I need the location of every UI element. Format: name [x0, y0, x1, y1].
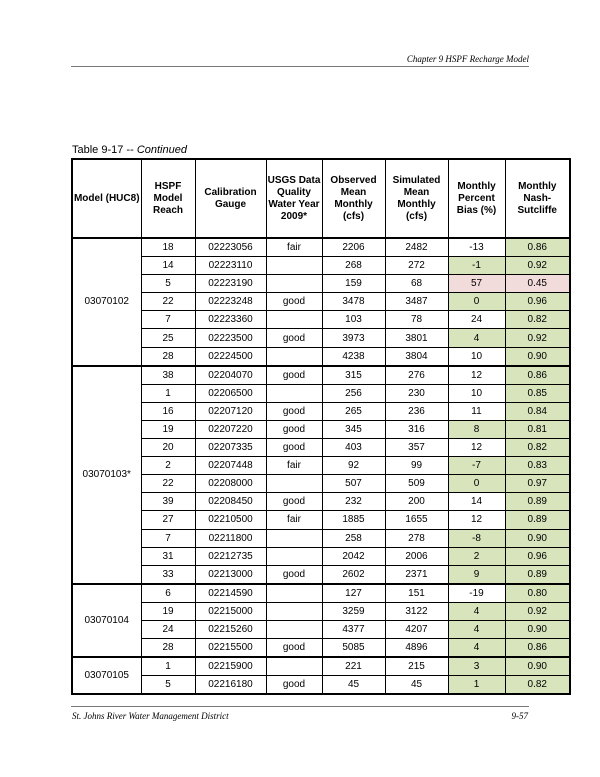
nash-cell: 0.86 — [505, 238, 570, 257]
nash-cell: 0.80 — [505, 584, 570, 603]
bias-cell: 4 — [448, 639, 505, 658]
bias-cell: 4 — [448, 602, 505, 620]
table-group — [72, 366, 570, 584]
table-row — [72, 620, 570, 638]
bias-cell: 11 — [448, 402, 505, 420]
quality-cell: good — [266, 293, 322, 311]
reach-cell: 25 — [141, 329, 195, 347]
table-row — [72, 347, 570, 366]
nash-cell: 0.89 — [505, 565, 570, 584]
reach-cell: 27 — [141, 511, 195, 529]
observed-cell: 3478 — [322, 293, 385, 311]
gauge-cell: 02207220 — [195, 420, 266, 438]
reach-cell: 24 — [141, 620, 195, 638]
model-huc8-cell: 03070104 — [72, 584, 141, 657]
column-header: HSPF Model Reach — [141, 159, 195, 238]
header-rule — [71, 66, 529, 67]
observed-cell: 159 — [322, 275, 385, 293]
page-header: Chapter 9 HSPF Recharge Model — [406, 54, 529, 64]
nash-cell: 0.86 — [505, 366, 570, 385]
gauge-cell: 02204070 — [195, 366, 266, 385]
nash-cell: 0.96 — [505, 293, 570, 311]
caption-label: Table 9-17 -- — [72, 144, 137, 156]
reach-cell: 39 — [141, 493, 195, 511]
reach-cell: 2 — [141, 457, 195, 475]
reach-cell: 6 — [141, 584, 195, 603]
bias-cell: -8 — [448, 529, 505, 547]
reach-cell: 7 — [141, 529, 195, 547]
page-number: 9-57 — [511, 711, 528, 721]
quality-cell: good — [266, 676, 322, 695]
nash-cell: 0.90 — [505, 657, 570, 676]
bias-cell: 10 — [448, 384, 505, 402]
simulated-cell: 3801 — [385, 329, 448, 347]
gauge-cell: 02214590 — [195, 584, 266, 603]
reach-cell: 5 — [141, 275, 195, 293]
model-huc8-cell: 03070105 — [72, 657, 141, 694]
simulated-cell: 200 — [385, 493, 448, 511]
quality-cell — [266, 584, 322, 603]
table-row — [72, 293, 570, 311]
quality-cell: good — [266, 639, 322, 658]
simulated-cell: 3487 — [385, 293, 448, 311]
gauge-cell: 02215260 — [195, 620, 266, 638]
gauge-cell: 02215900 — [195, 657, 266, 676]
footer-rule — [71, 706, 529, 707]
quality-cell — [266, 602, 322, 620]
quality-cell — [266, 547, 322, 565]
simulated-cell: 272 — [385, 257, 448, 275]
bias-cell: 24 — [448, 311, 505, 329]
quality-cell: fair — [266, 238, 322, 257]
observed-cell: 45 — [322, 676, 385, 695]
quality-cell: fair — [266, 511, 322, 529]
reach-cell: 28 — [141, 639, 195, 658]
nash-cell: 0.82 — [505, 676, 570, 695]
reach-cell: 22 — [141, 293, 195, 311]
gauge-cell: 02210500 — [195, 511, 266, 529]
gauge-cell: 02223248 — [195, 293, 266, 311]
nash-cell: 0.84 — [505, 402, 570, 420]
observed-cell: 265 — [322, 402, 385, 420]
reach-cell: 5 — [141, 676, 195, 695]
gauge-cell: 02206500 — [195, 384, 266, 402]
table-caption — [72, 144, 187, 156]
table-row — [72, 311, 570, 329]
nash-cell: 0.92 — [505, 602, 570, 620]
simulated-cell: 3804 — [385, 347, 448, 366]
reach-cell: 38 — [141, 366, 195, 385]
gauge-cell: 02223056 — [195, 238, 266, 257]
gauge-cell: 02212735 — [195, 547, 266, 565]
quality-cell: good — [266, 565, 322, 584]
table-row — [72, 439, 570, 457]
gauge-cell: 02208000 — [195, 475, 266, 493]
observed-cell: 345 — [322, 420, 385, 438]
bias-cell: 8 — [448, 420, 505, 438]
caption-continued: Continued — [136, 144, 187, 156]
gauge-cell: 02207335 — [195, 439, 266, 457]
footer-organization: St. Johns River Water Management District — [72, 711, 229, 721]
simulated-cell: 2371 — [385, 565, 448, 584]
gauge-cell: 02215500 — [195, 639, 266, 658]
bias-cell: 0 — [448, 293, 505, 311]
quality-cell: good — [266, 420, 322, 438]
quality-cell — [266, 311, 322, 329]
table-row — [72, 657, 570, 676]
observed-cell: 3259 — [322, 602, 385, 620]
bias-cell: 10 — [448, 347, 505, 366]
simulated-cell: 151 — [385, 584, 448, 603]
observed-cell: 507 — [322, 475, 385, 493]
observed-cell: 4238 — [322, 347, 385, 366]
nash-cell: 0.97 — [505, 475, 570, 493]
nash-cell: 0.83 — [505, 457, 570, 475]
nash-cell: 0.92 — [505, 329, 570, 347]
observed-cell: 268 — [322, 257, 385, 275]
reach-cell: 16 — [141, 402, 195, 420]
simulated-cell: 2006 — [385, 547, 448, 565]
observed-cell: 5085 — [322, 639, 385, 658]
reach-cell: 20 — [141, 439, 195, 457]
observed-cell: 221 — [322, 657, 385, 676]
gauge-cell: 02211800 — [195, 529, 266, 547]
calibration-table — [71, 158, 571, 695]
table-row — [72, 257, 570, 275]
observed-cell: 403 — [322, 439, 385, 457]
bias-cell: 14 — [448, 493, 505, 511]
observed-cell: 256 — [322, 384, 385, 402]
simulated-cell: 316 — [385, 420, 448, 438]
bias-cell: 2 — [448, 547, 505, 565]
simulated-cell: 68 — [385, 275, 448, 293]
gauge-cell: 02216180 — [195, 676, 266, 695]
observed-cell: 127 — [322, 584, 385, 603]
simulated-cell: 357 — [385, 439, 448, 457]
bias-cell: -1 — [448, 257, 505, 275]
table-row — [72, 493, 570, 511]
table-row — [72, 511, 570, 529]
gauge-cell: 02213000 — [195, 565, 266, 584]
quality-cell: good — [266, 366, 322, 385]
table-group — [72, 657, 570, 694]
observed-cell: 103 — [322, 311, 385, 329]
nash-cell: 0.45 — [505, 275, 570, 293]
nash-cell: 0.96 — [505, 547, 570, 565]
table-row — [72, 275, 570, 293]
reach-cell: 22 — [141, 475, 195, 493]
nash-cell: 0.82 — [505, 311, 570, 329]
reach-cell: 31 — [141, 547, 195, 565]
reach-cell: 33 — [141, 565, 195, 584]
nash-cell: 0.90 — [505, 529, 570, 547]
observed-cell: 258 — [322, 529, 385, 547]
simulated-cell: 509 — [385, 475, 448, 493]
bias-cell: 4 — [448, 620, 505, 638]
observed-cell: 2206 — [322, 238, 385, 257]
simulated-cell: 278 — [385, 529, 448, 547]
column-header: USGS Data Quality Water Year 2009* — [266, 159, 322, 238]
quality-cell — [266, 347, 322, 366]
model-huc8-cell: 03070102 — [72, 238, 141, 366]
nash-cell: 0.90 — [505, 620, 570, 638]
simulated-cell: 3122 — [385, 602, 448, 620]
quality-cell: good — [266, 329, 322, 347]
column-header: Simulated Mean Monthly (cfs) — [385, 159, 448, 238]
nash-cell: 0.85 — [505, 384, 570, 402]
simulated-cell: 4207 — [385, 620, 448, 638]
table-row — [72, 475, 570, 493]
quality-cell — [266, 384, 322, 402]
column-header: Monthly Percent Bias (%) — [448, 159, 505, 238]
table-row — [72, 584, 570, 603]
simulated-cell: 45 — [385, 676, 448, 695]
bias-cell: 12 — [448, 511, 505, 529]
table-row — [72, 457, 570, 475]
table-row — [72, 366, 570, 385]
observed-cell: 2602 — [322, 565, 385, 584]
simulated-cell: 215 — [385, 657, 448, 676]
observed-cell: 3973 — [322, 329, 385, 347]
model-huc8-cell: 03070103* — [72, 366, 141, 584]
simulated-cell: 230 — [385, 384, 448, 402]
table-row — [72, 547, 570, 565]
nash-cell: 0.86 — [505, 639, 570, 658]
gauge-cell: 02207448 — [195, 457, 266, 475]
table-row — [72, 565, 570, 584]
simulated-cell: 276 — [385, 366, 448, 385]
reach-cell: 19 — [141, 420, 195, 438]
quality-cell: good — [266, 493, 322, 511]
gauge-cell: 02223190 — [195, 275, 266, 293]
bias-cell: -13 — [448, 238, 505, 257]
bias-cell: 9 — [448, 565, 505, 584]
simulated-cell: 99 — [385, 457, 448, 475]
nash-cell: 0.92 — [505, 257, 570, 275]
table-row — [72, 420, 570, 438]
quality-cell — [266, 275, 322, 293]
table-row — [72, 384, 570, 402]
quality-cell: good — [266, 402, 322, 420]
table-row — [72, 238, 570, 257]
bias-cell: 4 — [448, 329, 505, 347]
quality-cell — [266, 257, 322, 275]
reach-cell: 14 — [141, 257, 195, 275]
nash-cell: 0.90 — [505, 347, 570, 366]
observed-cell: 92 — [322, 457, 385, 475]
reach-cell: 1 — [141, 657, 195, 676]
quality-cell — [266, 475, 322, 493]
simulated-cell: 2482 — [385, 238, 448, 257]
bias-cell: -7 — [448, 457, 505, 475]
bias-cell: 3 — [448, 657, 505, 676]
reach-cell: 28 — [141, 347, 195, 366]
nash-cell: 0.81 — [505, 420, 570, 438]
gauge-cell: 02215000 — [195, 602, 266, 620]
quality-cell — [266, 529, 322, 547]
gauge-cell: 02224500 — [195, 347, 266, 366]
bias-cell: 0 — [448, 475, 505, 493]
observed-cell: 315 — [322, 366, 385, 385]
quality-cell: fair — [266, 457, 322, 475]
observed-cell: 232 — [322, 493, 385, 511]
simulated-cell: 1655 — [385, 511, 448, 529]
table-group — [72, 584, 570, 657]
table-row — [72, 602, 570, 620]
nash-cell: 0.89 — [505, 493, 570, 511]
quality-cell — [266, 657, 322, 676]
bias-cell: -19 — [448, 584, 505, 603]
reach-cell: 1 — [141, 384, 195, 402]
nash-cell: 0.82 — [505, 439, 570, 457]
reach-cell: 18 — [141, 238, 195, 257]
column-header: Calibration Gauge — [195, 159, 266, 238]
gauge-cell: 02223360 — [195, 311, 266, 329]
table-row — [72, 529, 570, 547]
observed-cell: 1885 — [322, 511, 385, 529]
bias-cell: 12 — [448, 439, 505, 457]
observed-cell: 4377 — [322, 620, 385, 638]
table-row — [72, 676, 570, 695]
table-group — [72, 238, 570, 366]
bias-cell: 1 — [448, 676, 505, 695]
bias-cell: 12 — [448, 366, 505, 385]
column-header: Monthly Nash-Sutcliffe — [505, 159, 570, 238]
simulated-cell: 4896 — [385, 639, 448, 658]
observed-cell: 2042 — [322, 547, 385, 565]
column-header: Model (HUC8) — [72, 159, 141, 238]
bias-cell: 57 — [448, 275, 505, 293]
quality-cell: good — [266, 439, 322, 457]
nash-cell: 0.89 — [505, 511, 570, 529]
gauge-cell: 02207120 — [195, 402, 266, 420]
simulated-cell: 78 — [385, 311, 448, 329]
table-row — [72, 329, 570, 347]
gauge-cell: 02208450 — [195, 493, 266, 511]
table-row — [72, 402, 570, 420]
table-row — [72, 639, 570, 658]
table-header-row — [72, 159, 570, 238]
column-header: Observed Mean Monthly (cfs) — [322, 159, 385, 238]
reach-cell: 7 — [141, 311, 195, 329]
gauge-cell: 02223110 — [195, 257, 266, 275]
reach-cell: 19 — [141, 602, 195, 620]
quality-cell — [266, 620, 322, 638]
simulated-cell: 236 — [385, 402, 448, 420]
gauge-cell: 02223500 — [195, 329, 266, 347]
